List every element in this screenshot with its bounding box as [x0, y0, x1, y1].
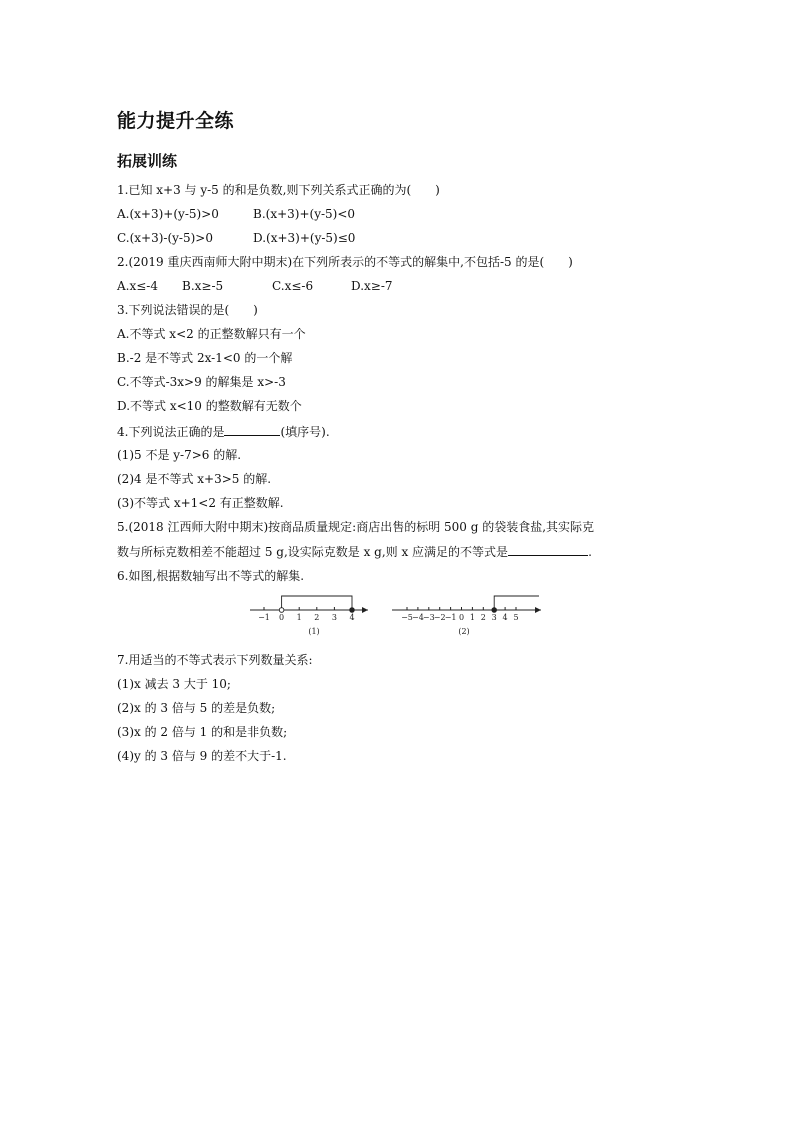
q2-stem: 2.(2019 重庆西南师大附中期末)在下列所表示的不等式的解集中,不包括-5 的是( )	[117, 255, 573, 269]
q3-option-a: A.不等式 x<2 的正整数解只有一个	[117, 327, 306, 341]
q4-statement-1: (1)5 不是 y-7>6 的解.	[117, 448, 242, 462]
q4-statement-3: (3)不等式 x+1<2 有正整数解.	[117, 496, 284, 510]
fig1-caption: (1)	[308, 627, 320, 636]
fig2-tick-label: −4	[412, 613, 424, 622]
fig1-tick-label: 4	[349, 613, 355, 622]
q7-item-4: (4)y 的 3 倍与 9 的差不大于-1.	[117, 749, 287, 763]
q5-line-1: 5.(2018 江西师大附中期末)按商品质量规定:商店出售的标明 500 g 的袋装食盐,其实际克	[117, 520, 595, 534]
fig2-tick-label: 1	[469, 613, 475, 622]
q2-option-a: A.x≤-4	[117, 279, 158, 293]
q1-option-d: D.(x+3)+(y-5)≤0	[253, 231, 356, 245]
fig1-tick-label: −1	[258, 613, 270, 622]
number-line-1	[250, 596, 368, 636]
q1-option-c: C.(x+3)-(y-5)>0	[117, 231, 213, 245]
fig2-axis-arrow	[535, 607, 541, 613]
q4-stem-suffix: (填序号).	[280, 425, 330, 439]
fig2-tick-label: 5	[513, 613, 519, 622]
q1-option-b: B.(x+3)+(y-5)<0	[253, 207, 356, 221]
q4-statement-2: (2)4 是不等式 x+3>5 的解.	[117, 472, 272, 486]
q3-stem: 3.下列说法错误的是( )	[117, 303, 258, 317]
fig2-tick-label: 2	[480, 613, 486, 622]
q3-option-d: D.不等式 x<10 的整数解有无数个	[117, 399, 302, 413]
section-title: 能力提升全练	[117, 110, 235, 132]
q5-line-2-suffix: .	[588, 545, 592, 559]
q3-option-b: B.-2 是不等式 2x-1<0 的一个解	[117, 351, 293, 365]
fig2-tick-label: −1	[444, 613, 457, 622]
q7-item-2: (2)x 的 3 倍与 5 的差是负数;	[117, 701, 276, 715]
q7-item-1: (1)x 减去 3 大于 10;	[117, 677, 231, 691]
fig1-tick-label: 1	[296, 613, 302, 622]
fig2-solution-range	[494, 596, 539, 610]
q7-item-3: (3)x 的 2 倍与 1 的和是非负数;	[117, 725, 288, 739]
q7-stem: 7.用适当的不等式表示下列数量关系:	[117, 653, 313, 667]
fig1-tick-label: 0	[279, 613, 285, 622]
fig1-endpoint-right	[350, 608, 355, 613]
fig2-tick-label: 4	[502, 613, 508, 622]
q2-option-b: B.x≥-5	[182, 279, 224, 293]
q1-option-a: A.(x+3)+(y-5)>0	[117, 207, 219, 221]
fig2-endpoint-left	[492, 608, 497, 613]
fig2-tick-label: 0	[458, 613, 465, 622]
q6-stem: 6.如图,根据数轴写出不等式的解集.	[117, 569, 305, 583]
fig1-tick-label: 2	[314, 613, 320, 622]
q3-option-c: C.不等式-3x>9 的解集是 x>-3	[117, 375, 286, 389]
fig2-tick-label: −3	[422, 613, 435, 622]
q4-stem-text: 4.下列说法正确的是	[117, 425, 225, 439]
q1-stem: 1.已知 x+3 与 y-5 的和是负数,则下列关系式正确的为( )	[117, 183, 440, 197]
fig1-axis-arrow	[362, 607, 368, 613]
subsection-title: 拓展训练	[117, 152, 178, 170]
fig2-tick-label: −5	[401, 613, 413, 622]
fig2-caption: (2)	[458, 627, 470, 636]
fig2-tick-label: 3	[491, 613, 497, 622]
fig1-endpoint-left	[279, 608, 284, 613]
number-line-2	[392, 596, 541, 636]
fig2-tick-label: −2	[433, 613, 446, 622]
q5-line-2-text: 数与所标克数相差不能超过 5 g,设实际克数是 x g,则 x 应满足的不等式是	[117, 545, 509, 559]
q2-option-c: C.x≤-6	[272, 279, 314, 293]
fig1-tick-label: 3	[331, 613, 337, 622]
q2-option-d: D.x≥-7	[351, 279, 393, 293]
